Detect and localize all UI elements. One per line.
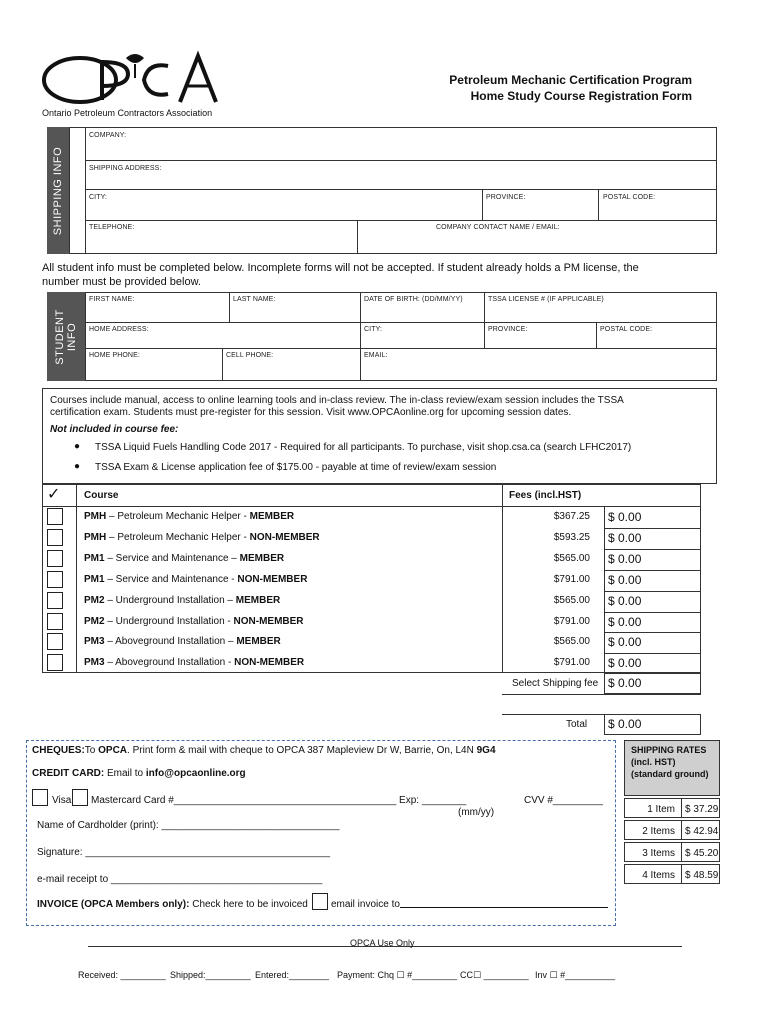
student-vdivider-1: [229, 292, 230, 322]
course-name: PM1 – Service and Maintenance - NON-MEMBER: [84, 573, 308, 585]
mastercard-label[interactable]: Mastercard Card #________________________________________ Exp: ________: [91, 795, 467, 806]
course-fee: $791.00: [553, 573, 590, 585]
table-vdivider-3: [604, 506, 605, 673]
course-name: PM2 – Underground Installation – MEMBER: [84, 594, 281, 606]
shipping-city-field[interactable]: CITY:: [89, 194, 108, 201]
course-amount: $ 0.00: [608, 572, 642, 587]
shipping-vdivider-4: [357, 220, 358, 254]
course-fee: $367.25: [553, 511, 590, 522]
last-name-field[interactable]: LAST NAME:: [233, 296, 276, 303]
rate-items: 2 Items: [642, 826, 675, 837]
logo-subtitle: Ontario Petroleum Contractors Association: [42, 108, 213, 118]
course-row-divider: [604, 549, 701, 550]
inv-field[interactable]: Inv ☐ #__________: [535, 970, 616, 980]
opca-use-label: OPCA Use Only: [350, 938, 415, 948]
shipping-vdivider-3: [598, 189, 599, 220]
course-checkbox[interactable]: [47, 654, 63, 671]
rate-items: 3 Items: [642, 848, 675, 859]
credit-line: CREDIT CARD: Email to info@opcaonline.org: [32, 768, 246, 779]
student-divider-2: [85, 348, 717, 349]
shipping-rate-row: [624, 820, 720, 840]
course-checkbox[interactable]: [47, 571, 63, 588]
rate-price: $ 45.20: [685, 848, 719, 859]
email-receipt-field[interactable]: e-mail receipt to ______________________________________: [37, 874, 323, 885]
course-amount: $ 0.00: [608, 656, 642, 671]
rate-items: 4 Items: [642, 870, 675, 881]
signature-field[interactable]: Signature: ____________________________________________: [37, 847, 331, 858]
payment-field[interactable]: Payment: Chq ☐ #_________: [337, 970, 458, 980]
shipping-postal-field[interactable]: POSTAL CODE:: [603, 194, 656, 201]
course-fee: $791.00: [553, 657, 590, 669]
shipping-vdivider-2: [482, 189, 483, 220]
form-title-line1: Petroleum Mechanic Certification Program: [449, 73, 692, 87]
invoice-line: INVOICE (OPCA Members only): Check here to be invoiced: [37, 899, 308, 910]
student-vdivider-4: [596, 322, 597, 348]
student-vdivider-5: [222, 348, 223, 381]
telephone-field[interactable]: TELEPHONE:: [89, 224, 135, 231]
rate-price: $ 42.94: [685, 826, 719, 837]
mmyy-label: (mm/yy): [458, 807, 495, 818]
student-info-label: STUDENT INFO: [54, 308, 78, 365]
invoice-email-line[interactable]: [400, 907, 608, 908]
shipping-divider-2: [85, 189, 717, 190]
shipping-amount: $ 0.00: [608, 676, 642, 690]
course-checkbox[interactable]: [47, 633, 63, 650]
course-fee: $791.00: [553, 615, 590, 627]
notice-line1: All student info must be completed below. Incomplete forms will not be accepted. If student already holds a PM license, the: [42, 262, 639, 274]
notice-line2: number must be provided below.: [42, 276, 201, 288]
shipping-divider-3: [85, 220, 717, 221]
rate-divider: [681, 843, 682, 861]
dob-field[interactable]: DATE OF BIRTH: (DD/MM/YY): [364, 296, 463, 303]
cheques-line: CHEQUES:To OPCA. Print form & mail with cheque to OPCA 387 Mapleview Dr W, Barrie, On, L4N 9G4: [32, 745, 496, 756]
info-line1: Courses include manual, access to online learning tools and in-class review. The in-class review/exam session includes the TSSA: [50, 395, 624, 406]
course-fee: $565.00: [553, 552, 590, 564]
course-row-divider: [604, 632, 701, 633]
contact-field[interactable]: COMPANY CONTACT NAME / EMAIL:: [436, 224, 560, 231]
form-title-line2: Home Study Course Registration Form: [470, 89, 692, 103]
checkmark-icon: ✓: [47, 486, 61, 503]
course-checkbox[interactable]: [47, 508, 63, 525]
shipping-rate-row: [624, 798, 720, 818]
entered-field[interactable]: Entered:________: [255, 970, 330, 980]
home-phone-field[interactable]: HOME PHONE:: [89, 352, 140, 359]
rate-divider: [681, 799, 682, 817]
rate-price: $ 48.59: [685, 870, 719, 881]
shipping-info-label: SHIPPING INFO: [52, 146, 64, 235]
opca-logo: [40, 48, 220, 120]
table-header-divider: [42, 506, 701, 507]
course-amount: $ 0.00: [608, 635, 642, 650]
shipping-info-box: [69, 127, 717, 254]
select-shipping-label: Select Shipping fee: [512, 678, 599, 689]
invoice-email-label: email invoice to: [331, 899, 400, 910]
bullet-icon: ●: [74, 461, 81, 472]
rate-items: 1 Item: [647, 804, 675, 815]
course-header: Course: [84, 490, 119, 501]
course-checkbox[interactable]: [47, 529, 63, 546]
shipping-select-line: [502, 694, 701, 695]
course-checkbox[interactable]: [47, 550, 63, 567]
course-amount: $ 0.00: [608, 530, 642, 545]
course-row-divider: [604, 591, 701, 592]
course-fee: $565.00: [553, 636, 590, 648]
course-checkbox[interactable]: [47, 592, 63, 609]
total-label: Total: [566, 719, 588, 730]
student-divider-1: [85, 322, 717, 323]
course-row-divider: [604, 653, 701, 654]
shipping-province-field[interactable]: PROVINCE:: [486, 194, 526, 201]
shipping-rate-row: [624, 842, 720, 862]
shipping-divider-1: [85, 160, 717, 161]
course-name: PMH – Petroleum Mechanic Helper - MEMBER: [84, 511, 295, 522]
bullet-icon: ●: [74, 441, 81, 452]
course-amount: $ 0.00: [608, 551, 642, 566]
fees-header: Fees (incl.HST): [509, 490, 582, 501]
email-field[interactable]: EMAIL:: [364, 352, 388, 359]
rate-price: $ 37.29: [685, 804, 719, 815]
shipping-vdivider-1: [85, 127, 86, 254]
home-address-field[interactable]: HOME ADDRESS:: [89, 326, 149, 333]
table-vdivider-1: [76, 484, 77, 673]
cardholder-field[interactable]: Name of Cardholder (print): ________________________________: [37, 820, 340, 831]
course-amount: $ 0.00: [608, 510, 642, 524]
shipping-rates-header: SHIPPING RATES (incl. HST) (standard ground): [624, 740, 720, 796]
bullet2: TSSA Exam & License application fee of $175.00 - payable at time of review/exam session: [95, 462, 497, 473]
tssa-license-field[interactable]: TSSA LICENSE # (IF APPLICABLE): [488, 296, 604, 303]
course-name: PM2 – Underground Installation - NON-MEMBER: [84, 615, 304, 627]
course-name: PMH – Petroleum Mechanic Helper - NON-MEMBER: [84, 531, 320, 543]
student-city-field[interactable]: CITY:: [364, 326, 383, 333]
shipped-field[interactable]: Shipped:_________: [170, 970, 251, 980]
shipping-info-sidebar: [47, 127, 69, 254]
cc-field[interactable]: CC☐ _________: [460, 970, 529, 980]
shipping-select-line-2: [502, 714, 604, 715]
received-field[interactable]: Received: _________: [78, 970, 166, 980]
visa-checkbox[interactable]: [32, 789, 48, 806]
course-amount: $ 0.00: [608, 593, 642, 608]
course-row-divider: [604, 570, 701, 571]
cell-phone-field[interactable]: CELL PHONE:: [226, 352, 274, 359]
course-name: PM1 – Service and Maintenance – MEMBER: [84, 552, 285, 564]
not-included-heading: Not included in course fee:: [50, 424, 179, 435]
invoice-checkbox[interactable]: [312, 893, 328, 910]
total-amount: $ 0.00: [608, 717, 642, 731]
course-checkbox[interactable]: [47, 613, 63, 630]
course-fee: $593.25: [553, 531, 590, 543]
company-field[interactable]: COMPANY:: [89, 132, 127, 139]
student-vdivider-2: [360, 292, 361, 381]
rate-divider: [681, 821, 682, 839]
info-line2: certification exam. Students must pre-register for this session. Visit www.OPCAonline.org for upcoming session dates.: [50, 407, 572, 418]
shipping-address-field[interactable]: SHIPPING ADDRESS:: [89, 165, 162, 172]
course-row-divider: [604, 612, 701, 613]
student-info-sidebar: [47, 292, 85, 381]
visa-label: Visa: [52, 795, 72, 806]
logo-graphic: [40, 48, 220, 110]
course-name: PM3 – Aboveground Installation – MEMBER: [84, 636, 281, 648]
rate-divider: [681, 865, 682, 883]
student-postal-field[interactable]: POSTAL CODE:: [600, 326, 653, 333]
bullet1: TSSA Liquid Fuels Handling Code 2017 - Required for all participants. To purchase, visit shop.csa.ca (search LFHC2017): [95, 442, 632, 453]
course-row-divider: [604, 528, 701, 529]
course-amount: $ 0.00: [608, 614, 642, 629]
course-fee: $565.00: [553, 594, 590, 606]
course-name: PM3 – Aboveground Installation - NON-MEMBER: [84, 657, 305, 669]
shipping-rate-row: [624, 864, 720, 884]
cvv-field[interactable]: CVV #_________: [524, 795, 603, 806]
student-info-box: [85, 292, 717, 381]
first-name-field[interactable]: FIRST NAME:: [89, 296, 135, 303]
student-vdivider-3: [484, 292, 485, 348]
mastercard-checkbox[interactable]: [72, 789, 88, 806]
student-province-field[interactable]: PROVINCE:: [488, 326, 528, 333]
